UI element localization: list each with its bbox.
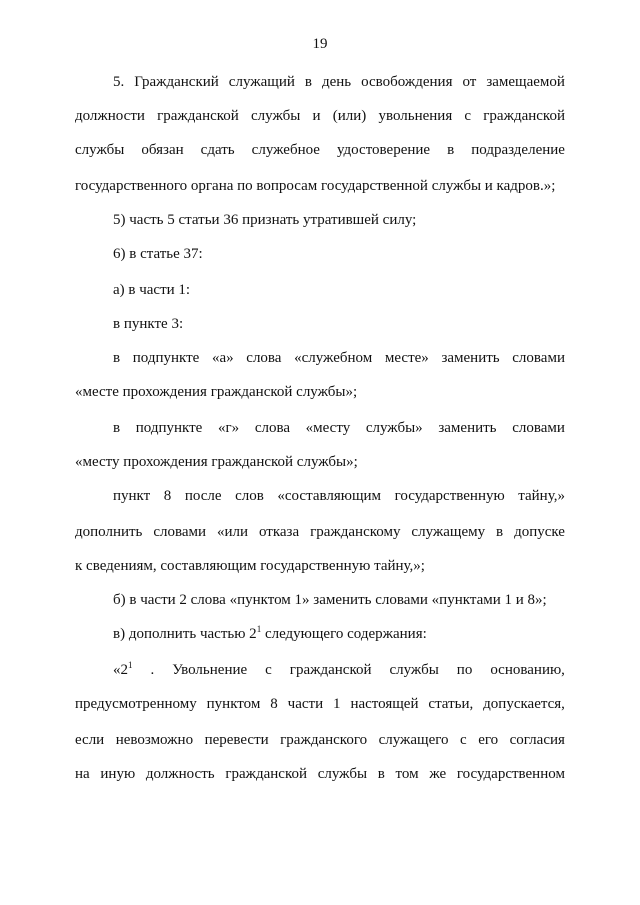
text-line: а) в части 1:: [113, 282, 191, 298]
text-line: в подпункте «а» слова «служебном месте» заменить словами: [113, 350, 565, 366]
superscript: 1: [256, 624, 262, 634]
text-fragment: в) дополнить частью 2: [113, 626, 257, 642]
text-line: государственного органа по вопросам государственной службы и кадров.»;: [75, 178, 556, 194]
page-number: 19: [312, 36, 328, 52]
text-line: должности гражданской службы и (или) увольнения с гражданской: [75, 108, 565, 124]
text-line: «месте прохождения гражданской службы»;: [75, 384, 358, 400]
text-line: [113, 624, 565, 644]
superscript: 1: [128, 660, 133, 670]
text-line: 5. Гражданский служащий в день освобождения от замещаемой: [113, 74, 565, 90]
text-line: службы обязан сдать служебное удостоверение в подразделение: [75, 142, 565, 158]
text-line: «$2^1$ . Увольнение с гражданской службы по основанию,: [113, 660, 565, 678]
text-line: дополнить словами «или отказа гражданскому служащему в допуске: [75, 524, 565, 540]
text-line: «месту прохождения гражданской службы»;: [75, 454, 358, 470]
text-line: к сведениям, составляющим государственную тайну,»;: [75, 558, 425, 574]
text-line: пункт 8 после слов «составляющим государственную тайну,»: [113, 488, 565, 504]
text-fragment: «2: [113, 662, 128, 678]
text-line: б) в части 2 слова «пунктом 1» заменить словами «пунктами 1 и 8»;: [113, 592, 547, 608]
text-line: если невозможно перевести гражданского служащего с его согласия: [75, 732, 565, 748]
text-line: в пункте 3:: [113, 316, 184, 332]
text-line: на иную должность гражданской службы в том же государственном: [75, 766, 565, 782]
text-line: 5) часть 5 статьи 36 признать утратившей силу;: [113, 212, 417, 228]
text-line: предусмотренному пунктом 8 части 1 настоящей статьи, допускается,: [75, 696, 565, 712]
text-line: 6) в статье 37:: [113, 246, 203, 262]
text-line: в подпункте «г» слова «месту службы» заменить словами: [113, 420, 565, 436]
text-fragment: следующего содержания:: [261, 626, 427, 642]
